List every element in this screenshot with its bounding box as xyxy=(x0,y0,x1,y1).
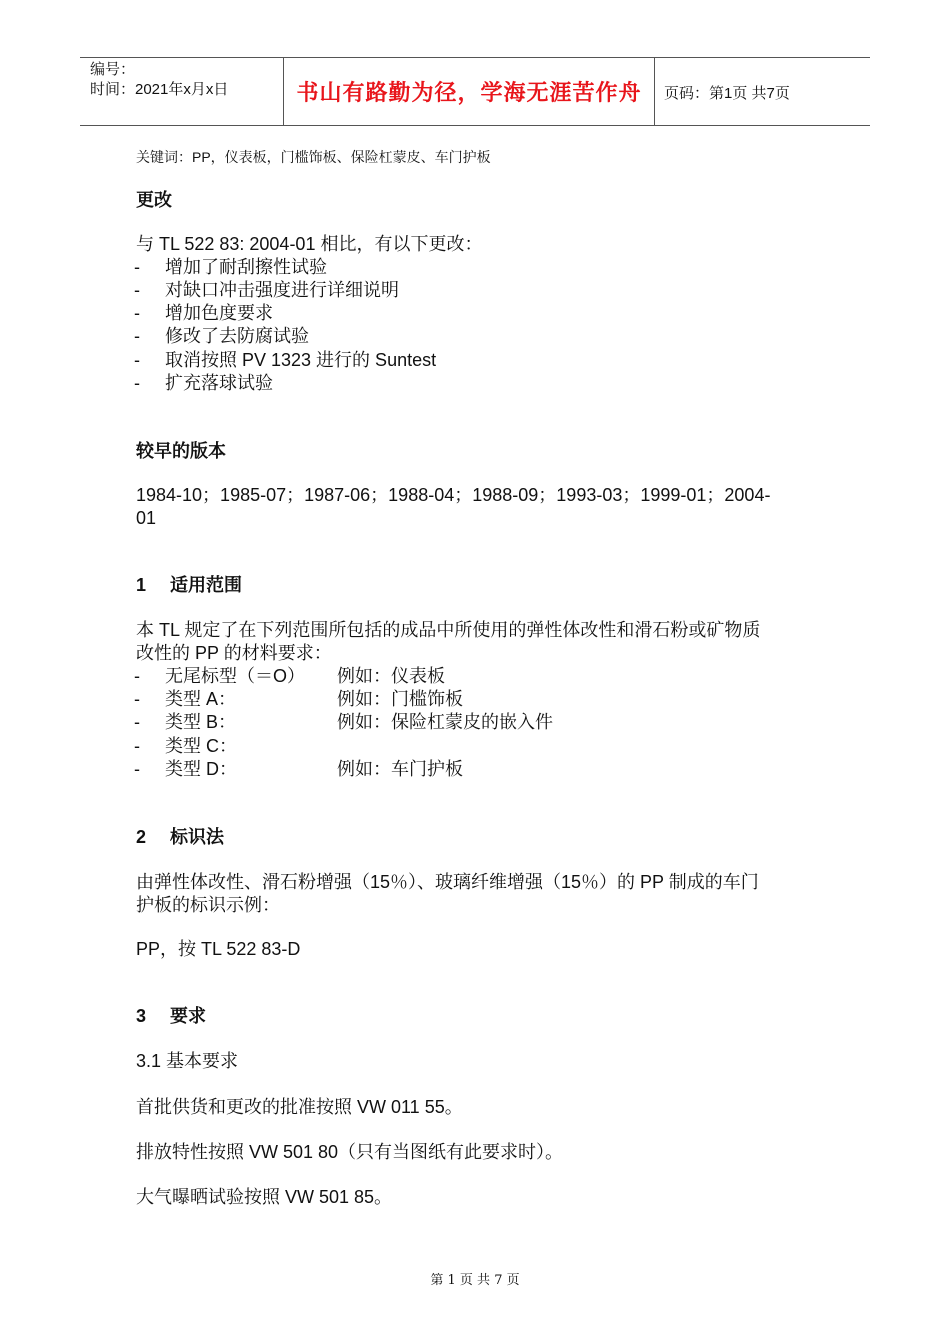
changes-heading: 更改 xyxy=(136,190,172,210)
keywords-line: 关键词：PP，仪表板，门槛饰板、保险杠蒙皮、车门护板 xyxy=(136,149,491,165)
header-divider xyxy=(654,58,655,125)
section-2-number: 2 xyxy=(136,827,147,847)
list-item: - 对缺口冲击强度进行详细说明 xyxy=(134,280,399,300)
section-2-heading: 标识法 xyxy=(170,827,224,847)
number-label: 编号： xyxy=(90,61,136,78)
earlier-line-1: 1984-10；1985-07；1987-06；1988-04；1988-09；1993-03；1999-01；2004- xyxy=(136,485,771,505)
subsection-3-1-heading: 3.1 基本要求 xyxy=(136,1051,239,1071)
list-item: - 增加色度要求 xyxy=(134,303,273,323)
requirements-para-3: 大气曝晒试验按照 VW 501 85。 xyxy=(136,1187,393,1207)
scope-para-2: 改性的 PP 的材料要求： xyxy=(136,643,332,663)
section-1-heading: 适用范围 xyxy=(170,575,242,595)
section-3-number: 3 xyxy=(136,1006,147,1026)
marking-para-2: 护板的标识示例： xyxy=(136,895,280,915)
list-item: - 修改了去防腐试验 xyxy=(134,326,309,346)
list-item: - 取消按照 PV 1323 进行的 Suntest xyxy=(134,350,437,370)
section-3-heading: 要求 xyxy=(170,1006,206,1026)
page-footer: 第 1 页 共 7 页 xyxy=(430,1273,520,1288)
header-page-info: 页码：第1页 共7页 xyxy=(664,85,790,102)
marking-example: PP，按 TL 522 83-D xyxy=(136,939,301,959)
scope-para-1: 本 TL 规定了在下列范围所包括的成品中所使用的弹性体改性和滑石粉或矿物质 xyxy=(136,620,761,640)
requirements-para-2: 排放特性按照 VW 501 80（只有当图纸有此要求时）。 xyxy=(136,1142,564,1162)
earlier-heading: 较早的版本 xyxy=(136,441,226,461)
header-motto: 书山有路勤为径，学海无涯苦作舟 xyxy=(296,81,642,106)
list-item: - 增加了耐刮擦性试验 xyxy=(134,257,327,277)
changes-intro: 与 TL 522 83: 2004-01 相比，有以下更改： xyxy=(136,234,483,254)
earlier-line-2: 01 xyxy=(136,508,157,528)
marking-para-1: 由弹性体改性、滑石粉增强（15％）、玻璃纤维增强（15％）的 PP 制成的车门 xyxy=(136,872,759,892)
section-1-number: 1 xyxy=(136,575,147,595)
list-item: - 扩充落球试验 xyxy=(134,373,273,393)
requirements-para-1: 首批供货和更改的批准按照 VW 011 55。 xyxy=(136,1097,463,1117)
date-label: 时间：2021年x月x日 xyxy=(90,81,229,98)
page-header xyxy=(80,57,870,126)
header-meta xyxy=(90,60,228,100)
